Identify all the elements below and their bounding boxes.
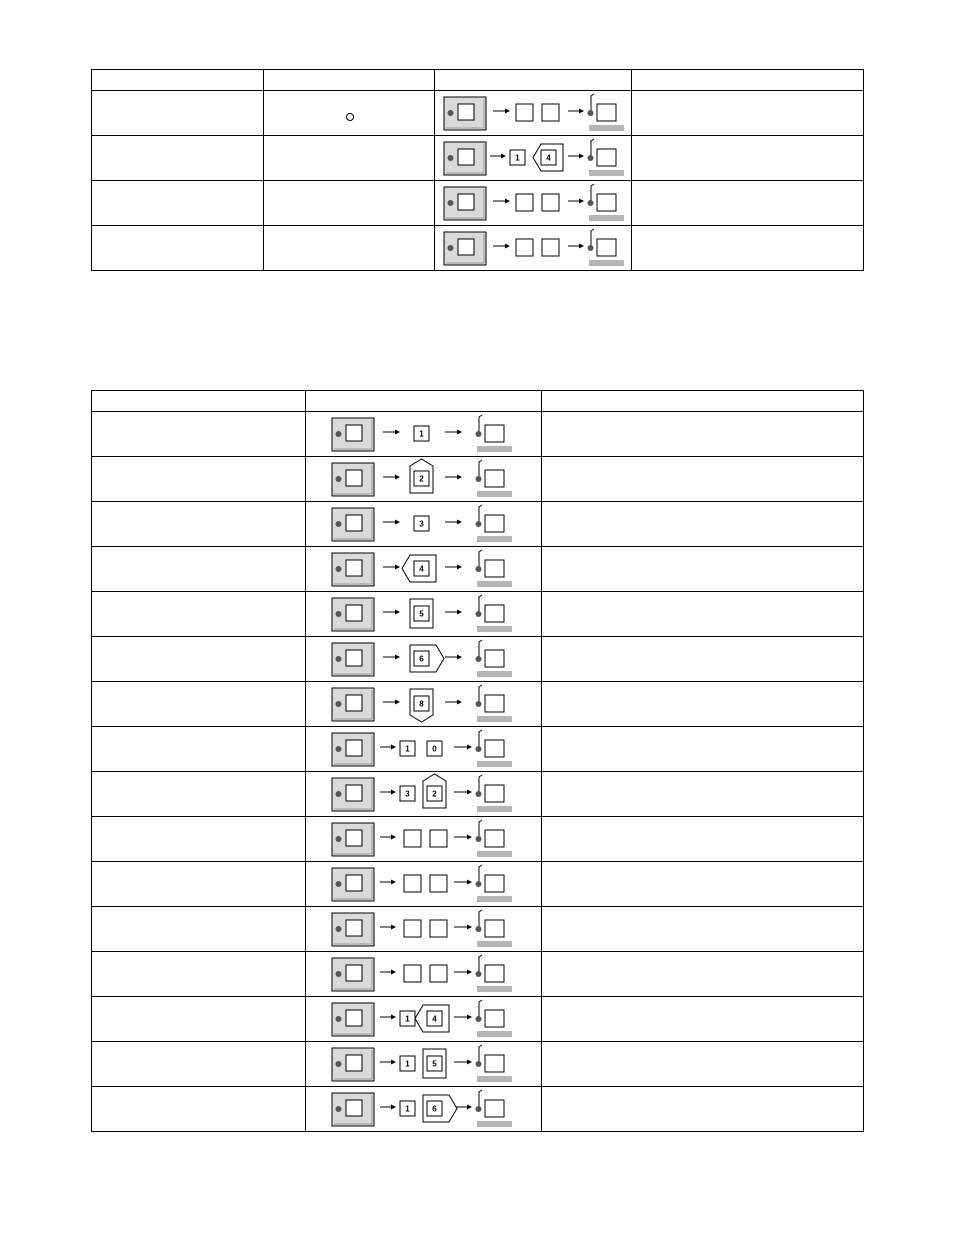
table2-row-col3 [542,592,864,637]
table2-row-col1 [92,412,306,457]
table-row [92,457,864,502]
arrow-right-icon [383,430,400,435]
arrow-right-icon [454,745,472,750]
key-label: 3 [405,789,410,799]
arrow-right-icon [454,970,472,975]
table2-row-col1 [92,997,306,1042]
menu-button-icon [444,232,486,265]
enter-key-icon [476,640,513,677]
arrow-right-icon [380,925,396,930]
menu-button-icon [332,418,374,451]
numeric-key-3-icon [400,786,415,801]
table2-row-col1 [92,592,306,637]
key-label: 4 [546,153,551,163]
numeric-key-1-icon [414,426,429,441]
table2-row-seq [306,772,542,817]
table1-row3-col2 [264,181,435,226]
menu-button-icon [332,598,374,631]
key-sequence-diagram [306,817,542,861]
input-key-2 [542,239,559,256]
table2-row-col3 [542,457,864,502]
key-label: 2 [419,474,424,484]
key-sequence-diagram [435,91,632,135]
key-sequence-diagram [306,547,542,591]
table2-row-col3 [542,1087,864,1132]
key-label: 4 [432,1014,437,1024]
table1-row4-col4 [632,226,864,271]
arrow-right-icon [493,199,510,204]
key-label: 4 [419,564,424,574]
table-row [92,181,864,226]
table2-row-seq [306,952,542,997]
numeric-key-1 [510,150,525,165]
enter-key-icon [476,775,513,812]
input-key-1 [404,965,421,982]
numeric-key-5-icon [410,599,433,628]
table2-row-col1 [92,547,306,592]
key-label: 1 [405,1104,410,1114]
key-label: 1 [419,429,424,439]
numeric-key-6-right-icon [423,1095,457,1122]
key-sequence-diagram [306,1087,542,1131]
input-key-1 [516,194,533,211]
table2-row-seq [306,862,542,907]
key-label: 1 [405,1059,410,1069]
numeric-key-5-icon [423,1049,446,1078]
menu-button-icon [332,958,374,991]
input-key-1 [404,920,421,937]
table2-row-col3 [542,997,864,1042]
table1-row4-col1 [92,226,264,271]
table2-row-seq [306,1087,542,1132]
table2-row-seq [306,457,542,502]
numeric-key-1-icon [400,741,415,756]
enter-key-icon [476,505,513,542]
table2-row-col3 [542,682,864,727]
key-sequence-diagram [306,1042,542,1086]
table1-row1-col2 [264,91,435,136]
key-sequence-diagram [435,226,632,270]
table-row [92,1042,864,1087]
enter-key-icon [476,1090,513,1127]
table-row [92,817,864,862]
arrow-right-icon [383,655,400,660]
arrow-right-icon [454,835,472,840]
table-row [92,136,864,181]
enter-key-icon [476,685,513,722]
table2-row-col1 [92,727,306,772]
key-label: 8 [419,699,424,709]
table2-row-col1 [92,637,306,682]
menu-button-icon [332,823,374,856]
table-row [92,1087,864,1132]
numeric-key-3-icon [414,516,429,531]
key-label: 1 [405,744,410,754]
table-row [92,547,864,592]
table2-row-col1 [92,1042,306,1087]
table1-row1-col4 [632,91,864,136]
table2-row-col3 [542,637,864,682]
settings-table-2 [91,390,864,1132]
key-sequence-diagram [306,727,542,771]
arrow-right-icon [380,790,396,795]
input-key-2 [542,104,559,121]
table1-row4-col2 [264,226,435,271]
numeric-key-4-left-icon [533,144,563,171]
table-row [92,226,864,271]
numeric-key-2-up-icon [410,459,433,493]
table2-header-col2 [306,391,542,412]
input-key-2 [430,920,447,937]
table1-row2-col1 [92,136,264,181]
table2-row-col3 [542,1042,864,1087]
arrow-right-icon [490,154,506,159]
enter-key-icon [476,415,513,452]
table2-row-col3 [542,952,864,997]
table1-header-col4 [632,70,864,91]
numeric-key-4-left-icon [402,555,436,582]
enter-key-icon [476,910,513,947]
menu-button-icon [332,643,374,676]
arrow-right-icon [445,430,462,435]
arrow-right-icon [454,790,472,795]
numeric-key-1-icon [400,1011,415,1026]
table2-row-col1 [92,772,306,817]
table2-header-row [92,391,864,412]
menu-button-icon [332,1048,374,1081]
table2-row-seq [306,727,542,772]
enter-key-icon [476,730,513,767]
table2-row-col3 [542,862,864,907]
input-key-2 [430,965,447,982]
menu-button-icon [332,1093,374,1126]
enter-key-icon [476,820,513,857]
table-row [92,772,864,817]
table2-row-seq [306,997,542,1042]
table2-row-col1 [92,502,306,547]
key-sequence-diagram [306,772,542,816]
input-key-2 [430,830,447,847]
enter-key-icon [476,460,513,497]
key-label: 6 [419,654,424,664]
arrow-right-icon [568,154,584,159]
degree-symbol-icon [346,113,354,121]
arrow-right-icon [445,610,462,615]
arrow-right-icon [383,565,400,570]
key-sequence-diagram [306,907,542,951]
menu-button-icon [332,913,374,946]
enter-key-icon [476,865,513,902]
key-label: 5 [432,1059,437,1069]
table2-row-seq [306,682,542,727]
arrow-right-icon [454,1015,472,1020]
key-sequence-diagram [435,136,632,180]
table2-body [92,412,864,1132]
table2-header-col1 [92,391,306,412]
arrow-right-icon [383,700,400,705]
table1-row3-col4 [632,181,864,226]
key-label: 1 [515,153,520,163]
table-row [92,637,864,682]
menu-button-icon [444,142,486,175]
numeric-key-1-icon [400,1056,415,1071]
table2-row-col3 [542,547,864,592]
table1-row3-seq [435,181,632,226]
menu-button-icon [332,553,374,586]
key-sequence-diagram [306,637,542,681]
menu-button-icon [332,733,374,766]
numeric-key-2-up-icon [423,774,446,808]
enter-key-icon [476,595,513,632]
table-row [92,907,864,952]
arrow-right-icon [568,109,584,114]
menu-button-icon [444,97,486,130]
enter-key-icon [588,139,625,176]
numeric-key-0-icon [427,741,442,756]
arrow-right-icon [568,244,584,249]
table2-row-col3 [542,817,864,862]
table1-header-col2 [264,70,435,91]
table1-row2-col2 [264,136,435,181]
input-key-1 [516,104,533,121]
arrow-right-icon [380,970,396,975]
table2-row-col1 [92,862,306,907]
numeric-key-4-left-icon [415,1005,449,1032]
table-row [92,592,864,637]
arrow-right-icon [380,1060,396,1065]
input-key-2 [542,194,559,211]
enter-key-icon [588,94,625,131]
table2-row-seq [306,637,542,682]
numeric-key-6-right-icon [410,645,444,672]
table2-row-col3 [542,412,864,457]
table-row [92,727,864,772]
table-row [92,502,864,547]
key-label: 5 [419,609,424,619]
table2-row-seq [306,592,542,637]
arrow-right-icon [493,109,510,114]
enter-key-icon [476,550,513,587]
arrow-right-icon [445,565,462,570]
enter-key-icon [588,229,625,266]
table2-row-seq [306,412,542,457]
table-row [92,412,864,457]
key-label: 1 [405,1014,410,1024]
arrow-right-icon [383,610,400,615]
input-key-1 [404,875,421,892]
table2-row-col3 [542,727,864,772]
table2-row-seq [306,547,542,592]
key-sequence-diagram [306,952,542,996]
menu-button-icon [332,1003,374,1036]
menu-button-icon [444,187,486,220]
key-sequence-diagram [306,997,542,1041]
key-sequence-diagram [306,457,542,501]
table2-row-col1 [92,682,306,727]
numeric-key-1-icon [400,1101,415,1116]
table-row [92,997,864,1042]
table1-header-row [92,70,864,91]
table1-row2-seq [435,136,632,181]
key-sequence-diagram [306,862,542,906]
key-label: 3 [419,519,424,529]
arrow-right-icon [445,475,462,480]
table2-row-col1 [92,907,306,952]
key-sequence-diagram [306,592,542,636]
menu-button-icon [332,778,374,811]
table2-row-seq [306,502,542,547]
arrow-right-icon [493,244,510,249]
key-sequence-diagram [306,412,542,456]
menu-button-icon [332,463,374,496]
table2-row-col1 [92,457,306,502]
arrow-right-icon [380,835,396,840]
table1-header-col3 [435,70,632,91]
table-row [92,862,864,907]
key-label: 2 [432,789,437,799]
menu-button-icon [332,508,374,541]
table1-row1-col1 [92,91,264,136]
arrow-right-icon [445,520,462,525]
menu-button-icon [332,868,374,901]
menu-button-icon [332,688,374,721]
arrow-right-icon [454,925,472,930]
table2-header-col3 [542,391,864,412]
key-label: 0 [432,744,437,754]
table-row [92,682,864,727]
arrow-right-icon [380,745,396,750]
table1-header-col1 [92,70,264,91]
enter-key-icon [588,184,625,221]
arrow-right-icon [445,655,462,660]
table2-row-col1 [92,1087,306,1132]
input-key-2 [430,875,447,892]
arrow-right-icon [380,1105,396,1110]
enter-key-icon [476,955,513,992]
key-sequence-diagram [435,181,632,225]
arrow-right-icon [568,199,584,204]
table1-row3-col1 [92,181,264,226]
key-label: 6 [432,1104,437,1114]
arrow-right-icon [445,700,462,705]
table2-row-col1 [92,817,306,862]
arrow-right-icon [454,880,472,885]
input-key-1 [516,239,533,256]
arrow-right-icon [380,1015,396,1020]
key-sequence-diagram [306,502,542,546]
table2-row-col3 [542,502,864,547]
input-key-1 [404,830,421,847]
arrow-right-icon [383,475,400,480]
arrow-right-icon [380,880,396,885]
table2-row-seq [306,1042,542,1087]
table-row [92,91,864,136]
arrow-right-icon [454,1060,472,1065]
table1-row1-seq [435,91,632,136]
table1-row2-col4 [632,136,864,181]
table-row [92,952,864,997]
key-sequence-diagram [306,682,542,726]
numeric-key-8-down-icon [410,689,433,722]
enter-key-icon [476,1000,513,1037]
enter-key-icon [476,1045,513,1082]
table2-row-col3 [542,772,864,817]
table2-row-seq [306,817,542,862]
table2-row-seq [306,907,542,952]
table2-row-col3 [542,907,864,952]
settings-table-1 [91,69,864,271]
table1-row4-seq [435,226,632,271]
arrow-right-icon [383,520,400,525]
table2-row-col1 [92,952,306,997]
